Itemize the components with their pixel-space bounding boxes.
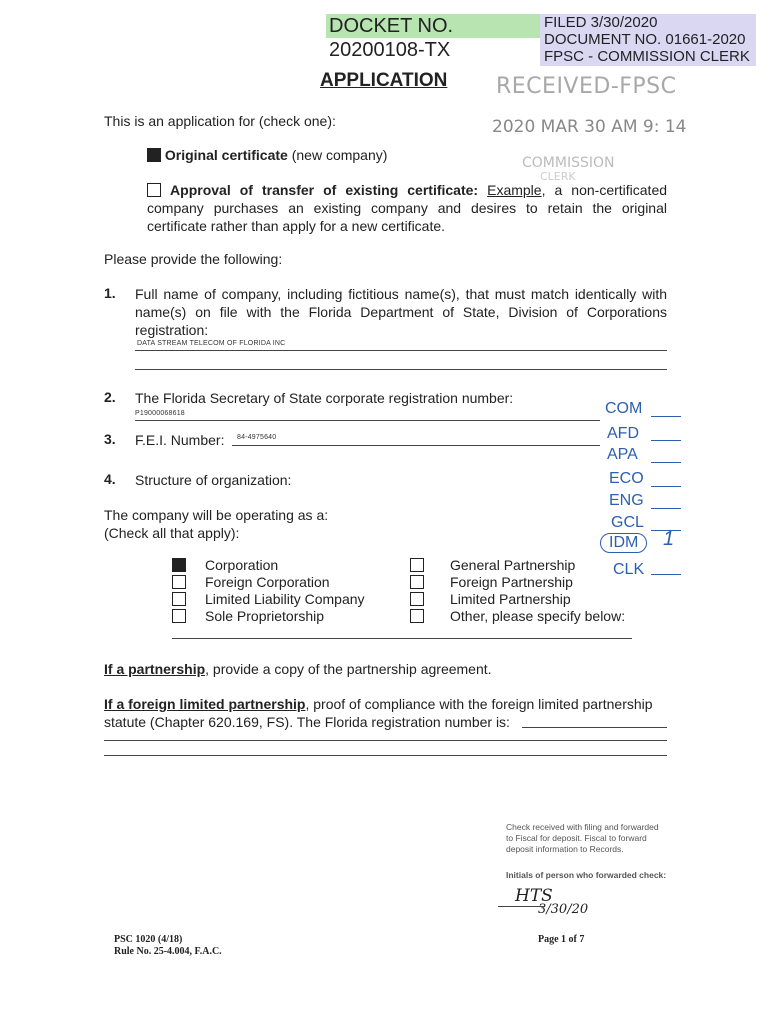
other-label: Other, please specify below: [450,608,626,624]
corporation-label: Corporation [205,557,279,573]
footer-form-number: PSC 1020 (4/18) [114,934,183,945]
general-partnership-checkbox[interactable] [410,558,424,572]
check-note-line-1: Check received with filing and forwarded [506,822,659,832]
foreign-lp-lead: If a foreign limited partnership [104,696,306,712]
routing-line-gcl [651,530,681,531]
org-option-other[interactable] [410,607,625,624]
sole-proprietorship-label: Sole Proprietorship [205,608,325,624]
foreign-lp-line2: statute (Chapter 620.169, FS). The Florida registration number is: [104,714,510,730]
limited-partnership-checkbox[interactable] [410,592,424,606]
org-option-foreign-corporation[interactable] [172,573,365,590]
org-option-general-partnership[interactable] [410,556,625,573]
footer-form [114,934,222,958]
example-link: Example [487,182,542,198]
commission-stamp: COMMISSION [522,155,615,171]
q4-text: Structure of organization: [135,472,292,488]
docket-number: DOCKET NO. 20200108-TX [326,14,543,38]
check-note-line-3: deposit information to Records. [506,844,624,854]
intro-text: This is an application for (check one): [104,113,336,129]
routing-afd: AFD [607,425,639,442]
q3-answer: 84-4975640 [237,434,277,441]
partnership-lead: If a partnership [104,661,206,677]
routing-com: COM [605,400,643,417]
org-types-right [410,556,625,624]
check-note-line-2: to Fiscal for deposit. Fiscal to forward [506,833,647,843]
footer-rule-number: Rule No. 25-4.004, F.A.C. [114,946,222,957]
routing-apa: APA [607,446,638,463]
foreign-partnership-label: Foreign Partnership [450,574,573,590]
routing-eco: ECO [609,470,644,487]
q1-text: Full name of company, including fictitious name(s), that must match identically with name(s) on file with the Florida Department of State, Division of Corporations registration: [135,286,667,338]
received-stamp: RECEIVED-FPSC [496,74,677,99]
org-option-limited-partnership[interactable] [410,590,625,607]
q1-number: 1. [104,285,116,301]
blank-line-2 [104,755,667,756]
corporation-checkbox[interactable] [172,558,186,572]
sole-proprietorship-checkbox[interactable] [172,609,186,623]
routing-mark: 1 [663,528,675,550]
org-types-left [172,556,365,624]
filed-stamp [540,14,756,66]
footer-page-number: Page 1 of 7 [538,934,585,945]
llc-label: Limited Liability Company [205,591,365,607]
signature-line [498,906,544,907]
filed-line: FILED 3/30/2020 [544,14,658,31]
routing-line-eco [651,486,681,487]
received-date-stamp: 2020 MAR 30 AM 9: 14 [492,117,687,137]
original-label: Original certificate [164,147,288,163]
general-partnership-label: General Partnership [450,557,576,573]
option-transfer[interactable] [147,181,667,235]
routing-idm: IDM [600,533,647,553]
initials-label: Initials of person who forwarded check: [506,870,667,880]
fl-registration-line [522,727,667,728]
other-specify-line [172,638,632,639]
org-option-sole-proprietorship[interactable] [172,607,365,624]
routing-line-clk [651,574,681,575]
routing-clk: CLK [613,561,645,578]
foreign-lp-rest: , proof of compliance with the foreign limited partnership [305,696,653,712]
q1-extra-line [135,369,667,370]
other-checkbox[interactable] [410,609,424,623]
q3-label: F.E.I. Number: [135,432,225,448]
please-provide-text: Please provide the following: [104,251,283,267]
routing-line-apa [651,462,681,463]
q1-answer-line [135,350,667,351]
routing-line-com [651,416,681,417]
partnership-rest: , provide a copy of the partnership agreement. [205,661,492,677]
routing-line-eng [651,508,681,509]
original-checkbox[interactable] [147,148,161,162]
document-number-line: DOCUMENT NO. 01661-2020 [544,31,746,48]
q2-text: The Florida Secretary of State corporate registration number: [135,390,514,406]
q1-answer: DATA STREAM TELECOM OF FLORIDA INC [137,340,286,347]
q2-answer: P19000068618 [135,410,185,417]
q3-number: 3. [104,431,116,447]
llc-checkbox[interactable] [172,592,186,606]
q2-number: 2. [104,389,116,405]
blank-line-1 [104,740,667,741]
option-original[interactable] [147,146,387,164]
original-rest: (new company) [287,147,388,163]
foreign-partnership-checkbox[interactable] [410,575,424,589]
limited-partnership-label: Limited Partnership [450,591,571,607]
foreign-lp-note [104,695,653,731]
operating-line-1: The company will be operating as a: [104,507,329,523]
foreign-corporation-label: Foreign Corporation [205,574,330,590]
page-title: APPLICATION [320,70,448,91]
operating-text [104,506,328,542]
transfer-checkbox[interactable] [147,183,161,197]
operating-line-2: (Check all that apply): [104,525,240,541]
commission-clerk-line: FPSC - COMMISSION CLERK [544,48,750,65]
q4-number: 4. [104,471,116,487]
org-option-foreign-partnership[interactable] [410,573,625,590]
transfer-description: , a non-certificated company purchases an existing company and desires to retain the original certificate rather than apply for a new certificate. [147,182,668,234]
partnership-note [104,660,492,678]
clerk-stamp: CLERK [540,170,576,183]
routing-gcl: GCL [611,514,644,531]
org-option-corporation[interactable] [172,556,365,573]
q3-answer-line [232,445,600,446]
check-note [506,822,659,855]
transfer-label: Approval of transfer of existing certificate: [170,182,479,198]
signature-initials: HTS [515,886,553,906]
routing-line-afd [651,440,681,441]
signature-date: 3/30/20 [538,902,589,917]
q2-answer-line [135,420,600,421]
foreign-corporation-checkbox[interactable] [172,575,186,589]
org-option-llc[interactable] [172,590,365,607]
routing-eng: ENG [609,492,644,509]
